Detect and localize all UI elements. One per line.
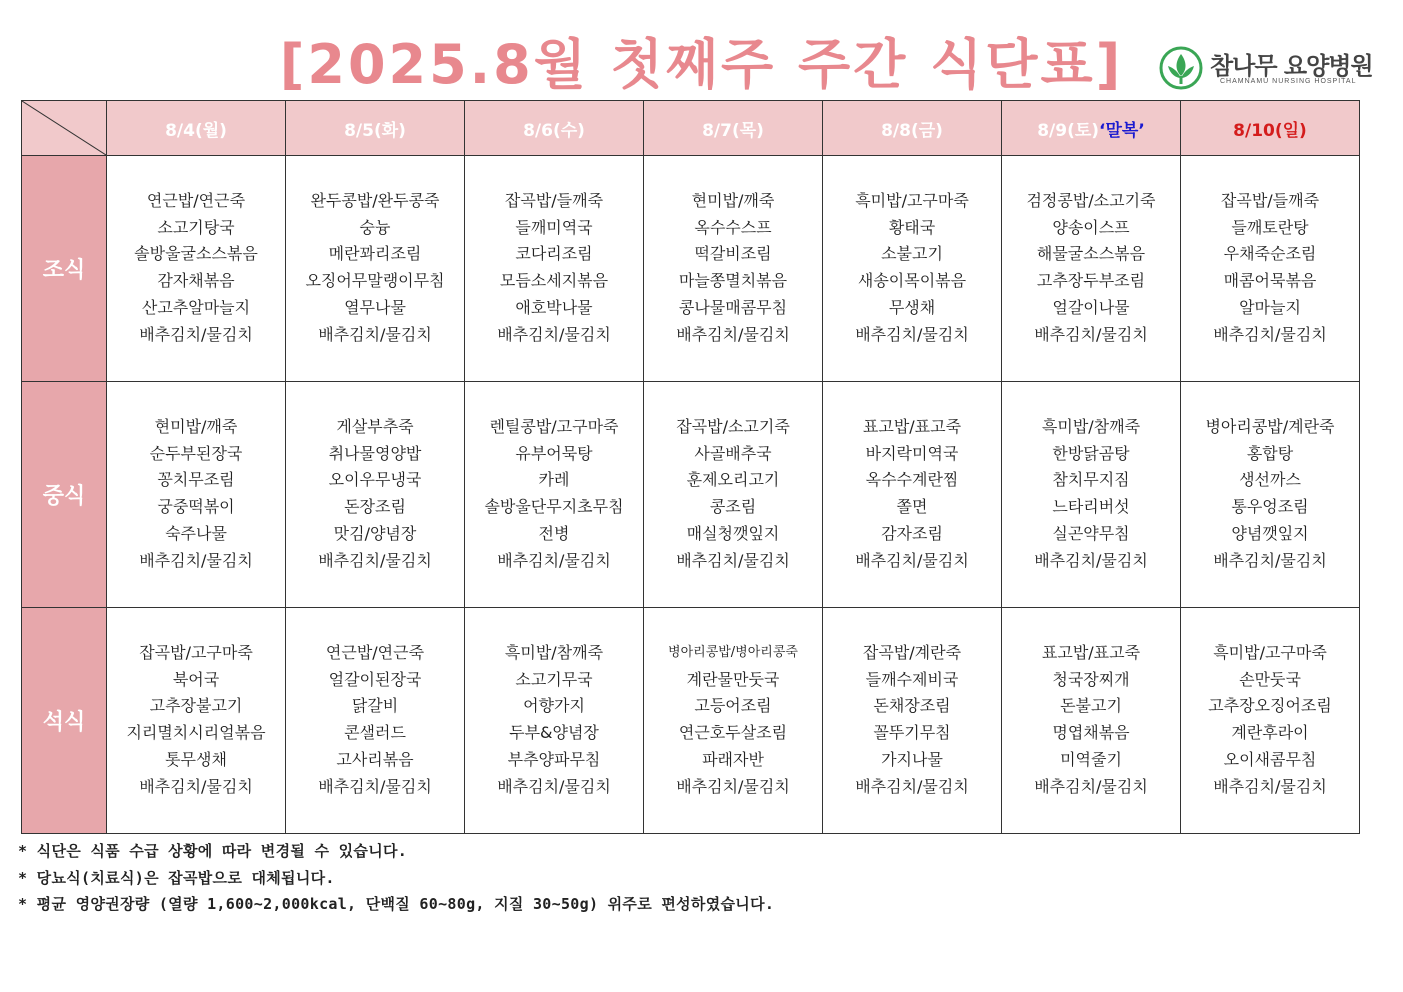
menu-item: 배추김치/물김치 xyxy=(855,324,969,344)
menu-item: 돈채장조림 xyxy=(873,696,951,716)
menu-item: 훈제오리고기 xyxy=(686,470,780,490)
menu-item: 우채죽순조림 xyxy=(1223,244,1317,264)
note-line: * 식단은 식품 수급 상황에 따라 변경될 수 있습니다. xyxy=(18,842,408,860)
menu-item: 콩나물매콤무침 xyxy=(678,297,788,317)
menu-cell xyxy=(1002,382,1181,608)
menu-list xyxy=(644,156,822,348)
menu-item: 애호박나물 xyxy=(515,297,593,317)
menu-list xyxy=(644,608,822,800)
menu-item: 배추김치/물김치 xyxy=(318,550,432,570)
menu-item: 배추김치/물김치 xyxy=(139,550,253,570)
menu-item: 소불고기 xyxy=(881,244,943,264)
menu-item: 계란후라이 xyxy=(1231,723,1309,743)
menu-list xyxy=(644,382,822,574)
menu-item: 파래자반 xyxy=(702,749,764,769)
menu-item: 흑미밥/고구마죽 xyxy=(1213,643,1327,662)
menu-item: 잡곡밥/소고기죽 xyxy=(676,417,790,436)
menu-item: 병아리콩밥/계란죽 xyxy=(1205,417,1335,436)
menu-item: 배추김치/물김치 xyxy=(1213,776,1327,796)
menu-item: 소고기무국 xyxy=(515,669,593,689)
menu-cell xyxy=(107,156,286,382)
logo-name: 참나무 요양병원 xyxy=(1210,52,1373,80)
menu-item: 미역줄기 xyxy=(1060,749,1122,769)
menu-item: 잡곡밥/계란죽 xyxy=(862,643,962,662)
menu-item: 콩조림 xyxy=(709,497,757,517)
menu-item: 연근호두살조림 xyxy=(678,723,788,743)
menu-list xyxy=(1002,382,1180,574)
note-line: * 평균 영양권장량 (열량 1,600~2,000kcal, 단백질 60~80g, 지질 30~50g) 위주로 편성하였습니다. xyxy=(18,895,775,913)
menu-item: 알마늘지 xyxy=(1239,297,1301,317)
header-row xyxy=(22,101,1360,156)
menu-item: 게살부추죽 xyxy=(336,417,414,436)
menu-item: 배추김치/물김치 xyxy=(497,776,611,796)
menu-item: 옥수수스프 xyxy=(694,217,772,237)
menu-cell xyxy=(1002,156,1181,382)
menu-item: 순두부된장국 xyxy=(149,443,243,463)
menu-item: 얼갈이나물 xyxy=(1052,297,1130,317)
menu-list xyxy=(1002,608,1180,800)
menu-item: 메란꽈리조림 xyxy=(328,244,422,264)
menu-item: 솔방울단무지초무침 xyxy=(484,497,624,517)
menu-item: 꼴뚜기무침 xyxy=(873,723,951,743)
menu-item: 사골배추국 xyxy=(694,443,772,463)
menu-list xyxy=(286,156,464,348)
menu-item: 양송이스프 xyxy=(1052,217,1130,237)
menu-item: 지리멸치시리얼볶음 xyxy=(126,723,266,743)
menu-item: 완두콩밥/완두콩죽 xyxy=(310,191,440,210)
menu-item: 궁중떡볶이 xyxy=(157,497,235,517)
menu-item: 흑미밥/고구마죽 xyxy=(855,191,969,210)
menu-list xyxy=(107,156,285,348)
menu-item: 실곤약무침 xyxy=(1052,523,1130,543)
menu-item: 렌틸콩밥/고구마죽 xyxy=(489,417,619,436)
menu-list xyxy=(1181,156,1359,348)
menu-list xyxy=(286,382,464,574)
meal-label-lunch: 중식 xyxy=(22,382,107,608)
breakfast-row xyxy=(22,156,1360,382)
corner-cell xyxy=(22,101,107,156)
hospital-logo xyxy=(1158,44,1373,94)
menu-item: 카레 xyxy=(538,470,570,490)
menu-item: 현미밥/깨죽 xyxy=(691,191,775,210)
menu-list xyxy=(465,608,643,800)
note-line: * 당뇨식(치료식)은 잡곡밥으로 대체됩니다. xyxy=(18,868,335,887)
menu-item: 표고밥/표고죽 xyxy=(1041,643,1141,662)
menu-list xyxy=(286,608,464,800)
menu-item: 고등어조림 xyxy=(694,696,772,716)
malbok-tag: ‘말복’ xyxy=(1099,120,1145,141)
menu-list xyxy=(823,156,1001,348)
menu-list xyxy=(465,156,643,348)
menu-item: 전병 xyxy=(538,523,570,543)
menu-item: 느타리버섯 xyxy=(1052,497,1130,517)
menu-item: 잡곡밥/들깨죽 xyxy=(504,191,604,210)
menu-item: 오이우무냉국 xyxy=(328,470,422,490)
menu-cell xyxy=(823,608,1002,834)
menu-item: 북어국 xyxy=(172,669,220,689)
diagonal-line xyxy=(22,101,106,155)
menu-item: 가지나물 xyxy=(881,749,943,769)
menu-item: 취나물영양밥 xyxy=(328,443,422,463)
meal-label-breakfast: 조식 xyxy=(22,156,107,382)
menu-cell xyxy=(1002,608,1181,834)
menu-item: 해물굴소스볶음 xyxy=(1036,244,1146,264)
menu-item: 콘샐러드 xyxy=(344,723,406,743)
menu-item: 닭갈비 xyxy=(351,696,399,716)
menu-item: 들깨토란탕 xyxy=(1231,217,1309,237)
menu-item: 배추김치/물김치 xyxy=(855,550,969,570)
menu-cell xyxy=(465,608,644,834)
menu-item: 들깨수제비국 xyxy=(865,669,959,689)
menu-item: 배추김치/물김치 xyxy=(1034,550,1148,570)
menu-cell xyxy=(465,382,644,608)
menu-item: 배추김치/물김치 xyxy=(1034,324,1148,344)
menu-cell xyxy=(1181,382,1360,608)
meal-label-dinner: 석식 xyxy=(22,608,107,834)
menu-item: 배추김치/물김치 xyxy=(1034,776,1148,796)
menu-item: 새송이목이볶음 xyxy=(857,271,967,291)
menu-item: 계란물만둣국 xyxy=(686,669,780,689)
menu-cell xyxy=(644,608,823,834)
menu-item: 황태국 xyxy=(888,217,936,237)
menu-cell xyxy=(644,382,823,608)
menu-item: 맛김/양념장 xyxy=(333,523,417,543)
menu-item: 잡곡밥/들깨죽 xyxy=(1220,191,1320,210)
menu-item: 홍합탕 xyxy=(1246,443,1294,463)
menu-item: 옥수수계란찜 xyxy=(865,470,959,490)
logo-subtitle: CHAMNAMU NURSING HOSPITAL xyxy=(1220,78,1357,85)
lunch-row xyxy=(22,382,1360,608)
menu-item: 배추김치/물김치 xyxy=(676,324,790,344)
menu-item: 꽁치무조림 xyxy=(157,470,235,490)
menu-item: 감자조림 xyxy=(881,523,943,543)
menu-item: 오징어무말랭이무침 xyxy=(305,271,445,291)
menu-cell xyxy=(107,382,286,608)
menu-item: 무생채 xyxy=(888,297,936,317)
menu-item: 흑미밥/참깨죽 xyxy=(1041,417,1141,436)
leaf-logo-icon xyxy=(1158,46,1204,90)
menu-list xyxy=(823,608,1001,800)
menu-cell xyxy=(286,156,465,382)
menu-item: 숙주나물 xyxy=(165,523,227,543)
menu-item: 유부어묵탕 xyxy=(515,443,593,463)
menu-item: 매실청깻잎지 xyxy=(686,523,780,543)
notes-section xyxy=(18,838,774,918)
menu-item: 명엽채볶음 xyxy=(1052,723,1130,743)
menu-list xyxy=(465,382,643,574)
menu-item: 바지락미역국 xyxy=(865,443,959,463)
menu-item: 배추김치/물김치 xyxy=(1213,324,1327,344)
dinner-row xyxy=(22,608,1360,834)
menu-item: 통우엉조림 xyxy=(1231,497,1309,517)
menu-cell xyxy=(823,382,1002,608)
menu-list xyxy=(107,382,285,574)
page-title: [2025.8월 첫째주 주간 식단표] xyxy=(279,33,1124,96)
menu-item: 고추장두부조림 xyxy=(1036,271,1146,291)
menu-item: 솔방울굴소스볶음 xyxy=(134,244,258,264)
menu-item: 부추양파무침 xyxy=(507,749,601,769)
menu-cell xyxy=(644,156,823,382)
day-header-wed: 8/6(수) xyxy=(465,101,644,156)
menu-item: 돈장조림 xyxy=(344,497,406,517)
day-header-thu: 8/7(목) xyxy=(644,101,823,156)
menu-item: 매콤어묵볶음 xyxy=(1223,271,1317,291)
menu-item: 배추김치/물김치 xyxy=(497,324,611,344)
menu-item: 배추김치/물김치 xyxy=(676,776,790,796)
menu-item: 떡갈비조림 xyxy=(694,244,772,264)
menu-item: 배추김치/물김치 xyxy=(139,324,253,344)
menu-item: 양념깻잎지 xyxy=(1231,523,1309,543)
menu-list xyxy=(1181,382,1359,574)
menu-item: 마늘쫑멸치볶음 xyxy=(678,271,788,291)
day-header-sun: 8/10(일) xyxy=(1181,101,1360,156)
menu-item: 배추김치/물김치 xyxy=(139,776,253,796)
menu-cell xyxy=(1181,156,1360,382)
menu-cell xyxy=(107,608,286,834)
menu-item: 얼갈이된장국 xyxy=(328,669,422,689)
day-header-mon: 8/4(월) xyxy=(107,101,286,156)
menu-item: 두부&양념장 xyxy=(509,723,599,743)
menu-item: 오이새콤무침 xyxy=(1223,749,1317,769)
menu-item: 배추김치/물김치 xyxy=(318,324,432,344)
menu-item: 한방닭곰탕 xyxy=(1052,443,1130,463)
menu-cell xyxy=(286,382,465,608)
menu-item: 톳무생채 xyxy=(165,749,227,769)
menu-item: 흑미밥/참깨죽 xyxy=(504,643,604,662)
menu-cell xyxy=(465,156,644,382)
menu-item: 소고기탕국 xyxy=(157,217,235,237)
menu-item: 어향가지 xyxy=(523,696,585,716)
menu-item: 생선까스 xyxy=(1239,470,1301,490)
day-header-tue: 8/5(화) xyxy=(286,101,465,156)
menu-item: 배추김치/물김치 xyxy=(318,776,432,796)
menu-item: 돈불고기 xyxy=(1060,696,1122,716)
day-header-sat: 8/9(토)‘말복’ xyxy=(1002,101,1181,156)
menu-item: 코다리조림 xyxy=(515,244,593,264)
menu-item: 쫄면 xyxy=(896,497,928,517)
menu-item: 청국장찌개 xyxy=(1052,669,1130,689)
menu-item: 숭늉 xyxy=(359,217,391,237)
menu-item: 병아리콩밥/병아리콩죽 xyxy=(668,645,798,660)
menu-item: 검정콩밥/소고기죽 xyxy=(1026,191,1156,210)
menu-item: 표고밥/표고죽 xyxy=(862,417,962,436)
menu-item: 들깨미역국 xyxy=(515,217,593,237)
menu-item: 산고추알마늘지 xyxy=(141,297,251,317)
menu-item: 배추김치/물김치 xyxy=(1213,550,1327,570)
menu-item: 손만둣국 xyxy=(1239,669,1301,689)
menu-cell xyxy=(1181,608,1360,834)
weekly-menu-table xyxy=(21,100,1360,834)
menu-item: 배추김치/물김치 xyxy=(676,550,790,570)
day-header-fri: 8/8(금) xyxy=(823,101,1002,156)
menu-item: 고추장불고기 xyxy=(149,696,243,716)
menu-item: 모듬소세지볶음 xyxy=(499,271,609,291)
menu-item: 열무나물 xyxy=(344,297,406,317)
menu-item: 연근밥/연근죽 xyxy=(325,643,425,662)
menu-cell xyxy=(823,156,1002,382)
menu-item: 배추김치/물김치 xyxy=(855,776,969,796)
menu-item: 참치무지짐 xyxy=(1052,470,1130,490)
menu-list xyxy=(1002,156,1180,348)
menu-item: 연근밥/연근죽 xyxy=(146,191,246,210)
menu-item: 현미밥/깨죽 xyxy=(154,417,238,436)
menu-cell xyxy=(286,608,465,834)
menu-list xyxy=(107,608,285,800)
menu-item: 감자채볶음 xyxy=(157,271,235,291)
menu-item: 배추김치/물김치 xyxy=(497,550,611,570)
menu-list xyxy=(823,382,1001,574)
menu-list xyxy=(1181,608,1359,800)
menu-item: 고사리볶음 xyxy=(336,749,414,769)
menu-item: 고추장오징어조림 xyxy=(1208,696,1332,716)
menu-item: 잡곡밥/고구마죽 xyxy=(139,643,253,662)
